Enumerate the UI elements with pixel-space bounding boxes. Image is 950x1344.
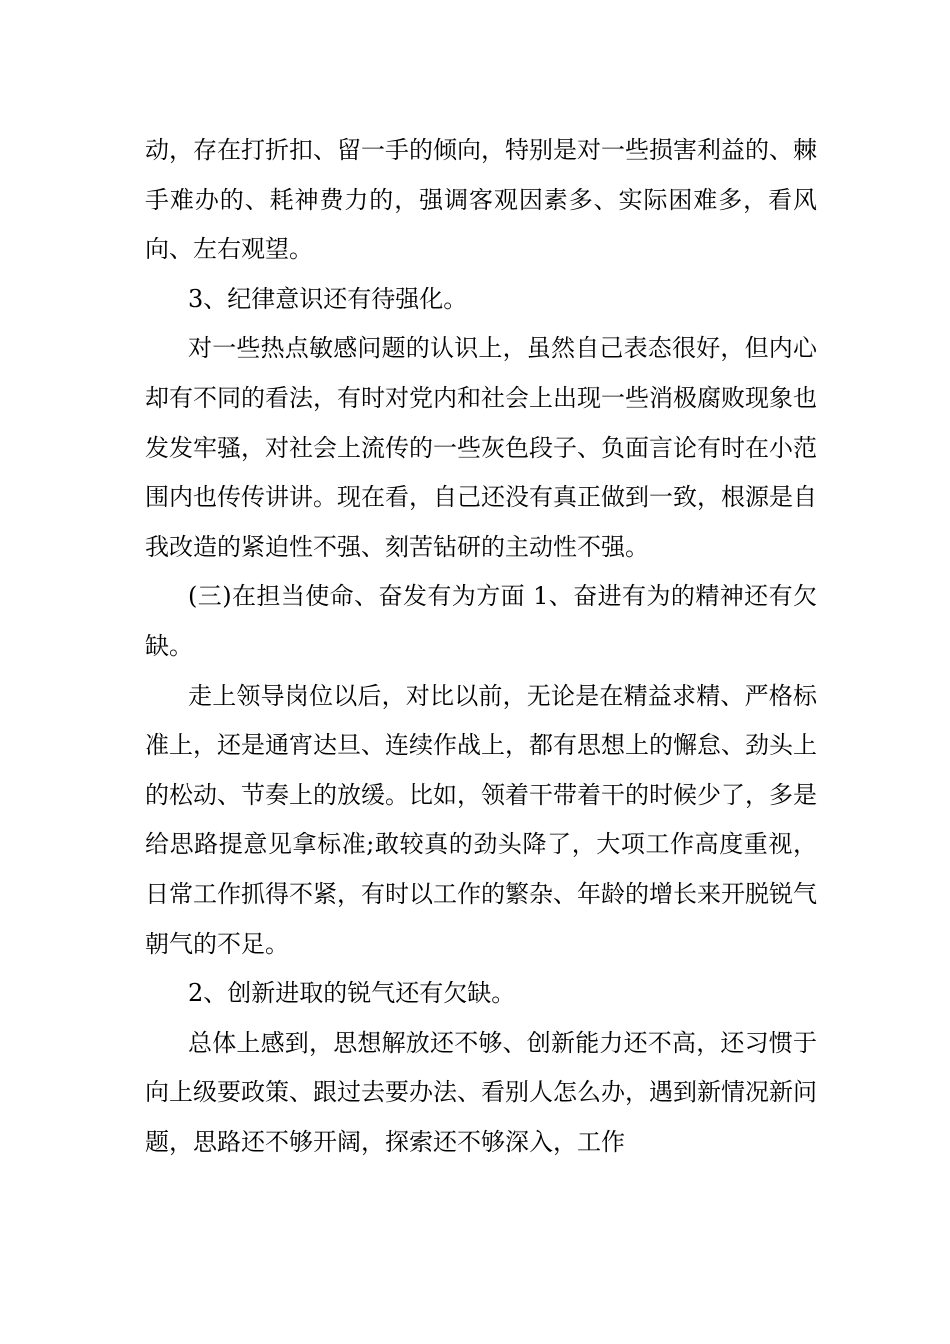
paragraph-2-heading: 3、纪律意识还有待强化。	[188, 284, 468, 313]
paragraph-4-heading: (三)在担当使命、奋发有为方面 1、奋进有为的精神还有欠缺。	[145, 582, 817, 660]
paragraph-3: 对一些热点敏感问题的认识上，虽然自己表态很好，但内心却有不同的看法，有时对党内和社会上出现一些消极腐败现象也发发牢骚，对社会上流传的一些灰色段子、负面言论有时在小范围内也传传讲讲。现在看，自己还没有真正做到一致，根源是自我改造的紧迫性不强、刻苦钻研的主动性不强。	[145, 334, 817, 561]
paragraph-1: 动，存在打折扣、留一手的倾向，特别是对一些损害利益的、棘手难办的、耗神费力的，强调客观因素多、实际困难多，看风向、左右观望。	[145, 136, 817, 264]
paragraph-6-heading: 2、创新进取的锐气还有欠缺。	[188, 979, 516, 1008]
document-body	[145, 126, 817, 1167]
paragraph-7: 总体上感到，思想解放还不够、创新能力还不高，还习惯于向上级要政策、跟过去要办法、看别人怎么办，遇到新情况新问题，思路还不够开阔，探索还不够深入，工作	[145, 1028, 817, 1156]
paragraph-5: 走上领导岗位以后，对比以前，无论是在精益求精、严格标准上，还是通宵达旦、连续作战上，都有思想上的懈怠、劲头上的松动、节奏上的放缓。比如，领着干带着干的时候少了，多是给思路提意见拿标准;敢较真的劲头降了，大项工作高度重视，日常工作抓得不紧，有时以工作的繁杂、年龄的增长来开脱锐气朝气的不足。	[145, 681, 817, 958]
